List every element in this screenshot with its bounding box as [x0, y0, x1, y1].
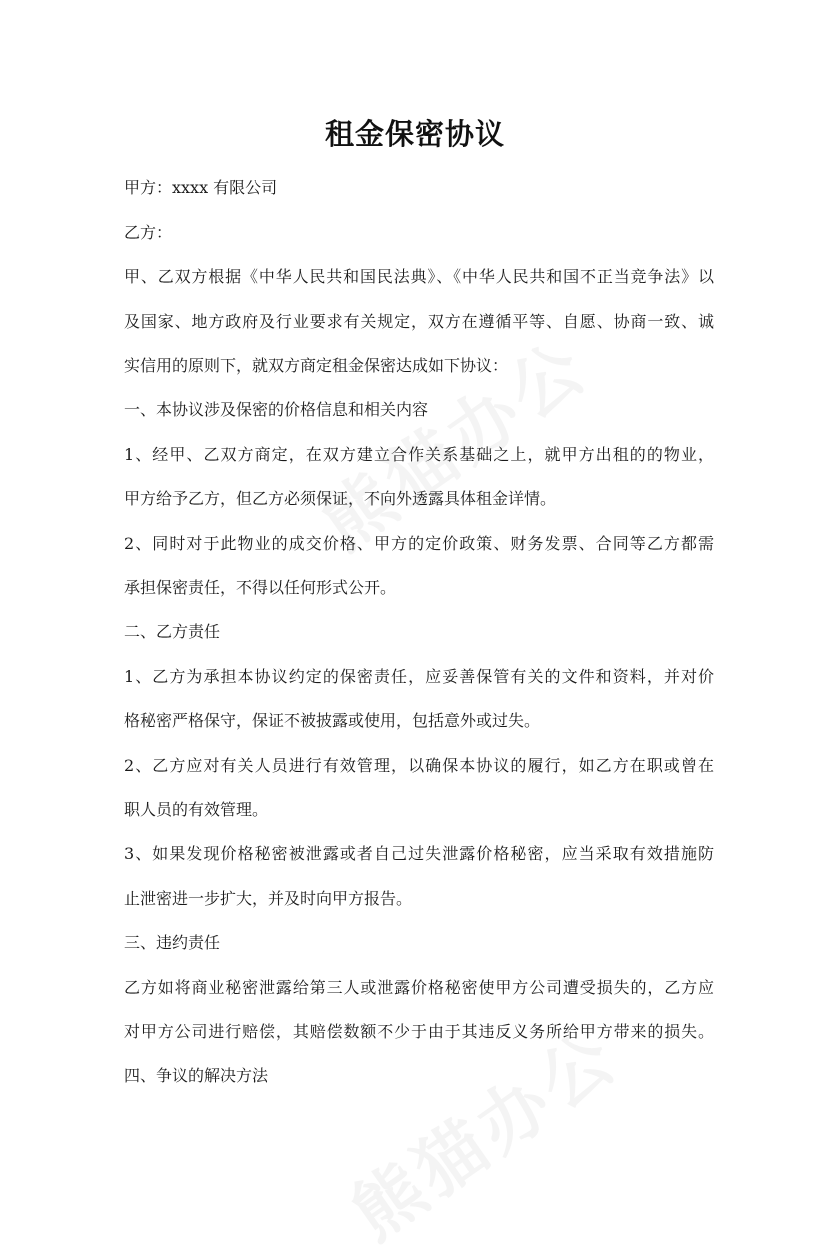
- paragraph-line: 实信用的原则下，就双方商定租金保密达成如下协议：: [124, 356, 509, 375]
- paragraph-line: 乙方如将商业秘密泄露给第三人或泄露价格秘密使甲方公司遭受损失的，乙方应: [124, 978, 714, 997]
- paragraph-line: 对甲方公司进行赔偿，其赔偿数额不少于由于其违反义务所给甲方带来的损失。: [124, 1022, 714, 1041]
- paragraph-line: 1、经甲、乙双方商定，在双方建立合作关系基础之上，就甲方出租的的物业，: [124, 445, 714, 464]
- party-a-line: 甲方：xxxx 有限公司: [124, 178, 278, 197]
- document-title: 租金保密协议: [324, 117, 505, 151]
- paragraph-line: 承担保密责任，不得以任何形式公开。: [124, 578, 397, 597]
- paragraph-line: 格秘密严格保守，保证不被披露或使用，包括意外或过失。: [124, 711, 541, 730]
- paragraph-line: 职人员的有效管理。: [124, 800, 269, 819]
- paragraph-line: 止泄密进一步扩大，并及时向甲方报告。: [124, 889, 413, 908]
- section-heading: 三、违约责任: [124, 933, 221, 952]
- paragraph-line: 2、乙方应对有关人员进行有效管理，以确保本协议的履行，如乙方在职或曾在: [124, 756, 714, 775]
- paragraph-line: 甲、乙双方根据《中华人民共和国民法典》、《中华人民共和国不正当竞争法》以: [124, 267, 714, 286]
- paragraph-line: 1、乙方为承担本协议约定的保密责任，应妥善保管有关的文件和资料，并对价: [124, 667, 714, 686]
- watermark: [299, 312, 606, 569]
- section-heading: 一、本协议涉及保密的价格信息和相关内容: [124, 400, 429, 419]
- party-b-line: 乙方：: [124, 223, 173, 242]
- paragraph-line: 2、同时对于此物业的成交价格、甲方的定价政策、财务发票、合同等乙方都需: [124, 534, 714, 553]
- paragraph-line: 3、如果发现价格秘密被泄露或者自己过失泄露价格秘密，应当采取有效措施防: [124, 844, 714, 863]
- paragraph-line: 及国家、地方政府及行业要求有关规定，双方在遵循平等、自愿、协商一致、诚: [124, 312, 714, 331]
- paragraph-line: 甲方给予乙方，但乙方必须保证，不向外透露具体租金详情。: [124, 489, 557, 508]
- section-heading: 二、乙方责任: [124, 622, 221, 641]
- section-heading: 四、争议的解决方法: [124, 1066, 269, 1085]
